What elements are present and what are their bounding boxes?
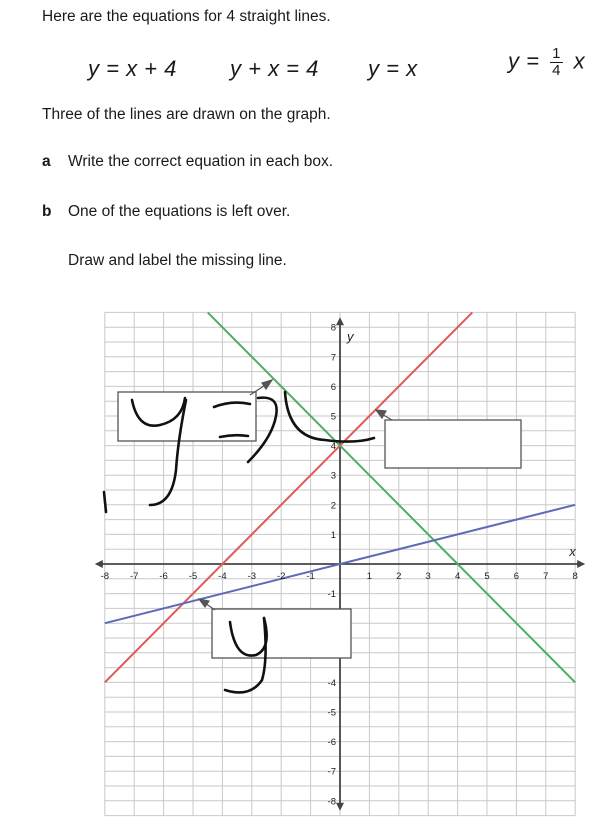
arrowhead-bottom bbox=[199, 599, 209, 607]
y-axis-arrow-up bbox=[336, 317, 344, 325]
x-tick-label: 8 bbox=[572, 571, 578, 582]
x-tick-label: -3 bbox=[247, 571, 257, 582]
x-tick-label: 1 bbox=[366, 571, 373, 582]
y-tick-label: 7 bbox=[330, 352, 336, 364]
x-tick-label: -1 bbox=[306, 571, 315, 582]
y-tick-label: 3 bbox=[330, 470, 336, 482]
y-tick-label: 4 bbox=[330, 441, 336, 453]
fraction-denominator: 4 bbox=[552, 62, 561, 79]
answer-box-right[interactable] bbox=[385, 420, 521, 468]
equation-2: y + x = 4 bbox=[230, 56, 319, 81]
x-tick-label: 6 bbox=[513, 571, 520, 582]
x-tick-label: -4 bbox=[218, 571, 227, 582]
part-a-label: a bbox=[42, 153, 51, 170]
equation-1: y = x + 4 bbox=[88, 56, 177, 81]
x-tick-label: 2 bbox=[396, 571, 402, 582]
part-a-text: Write the correct equation in each box. bbox=[68, 153, 334, 170]
x-tick-label: -7 bbox=[129, 571, 139, 582]
intro-text: Here are the equations for 4 straight lines. bbox=[42, 8, 331, 25]
x-tick-label: 4 bbox=[454, 571, 461, 582]
part-b-label: b bbox=[42, 203, 52, 220]
y-tick-label: -5 bbox=[327, 707, 336, 719]
arrowhead-top-left bbox=[262, 380, 272, 389]
y-tick-label: -1 bbox=[327, 589, 336, 601]
y-tick-label: -7 bbox=[327, 766, 336, 778]
x-axis-arrow-left bbox=[95, 560, 103, 568]
x-tick-label: 5 bbox=[484, 571, 490, 582]
arrowhead-right bbox=[376, 410, 386, 418]
y-axis-arrow-down bbox=[336, 803, 344, 811]
y-tick-label: 1 bbox=[330, 529, 336, 541]
x-tick-label: -2 bbox=[276, 571, 286, 582]
x-tick-label: -8 bbox=[100, 571, 110, 582]
x-axis-arrow-right bbox=[577, 560, 585, 568]
x-tick-label: 7 bbox=[543, 571, 549, 582]
y-tick-label: -6 bbox=[327, 737, 336, 749]
x-tick-label: 3 bbox=[425, 571, 431, 582]
equation-4: y = $\frac{1}{4}$ x bbox=[508, 45, 586, 79]
x-axis-label: x bbox=[569, 544, 576, 559]
fraction-numerator: 1 bbox=[552, 45, 561, 62]
y-tick-label: 2 bbox=[330, 500, 336, 512]
y-tick-label: 6 bbox=[330, 381, 336, 393]
y-axis-label: y bbox=[347, 329, 354, 345]
equation-3: y = x bbox=[368, 56, 418, 81]
part-b-text: One of the equations is left over. bbox=[68, 203, 291, 220]
part-b-instruction: Draw and label the missing line. bbox=[68, 252, 287, 269]
y-tick-label: -8 bbox=[327, 796, 336, 808]
x-tick-label: -5 bbox=[188, 571, 198, 582]
y-tick-label: 5 bbox=[330, 411, 336, 423]
statement-text: Three of the lines are drawn on the graph. bbox=[42, 106, 331, 123]
y-tick-label: -4 bbox=[327, 677, 336, 689]
x-tick-label: -6 bbox=[159, 571, 168, 582]
y-tick-label: 8 bbox=[330, 322, 336, 334]
